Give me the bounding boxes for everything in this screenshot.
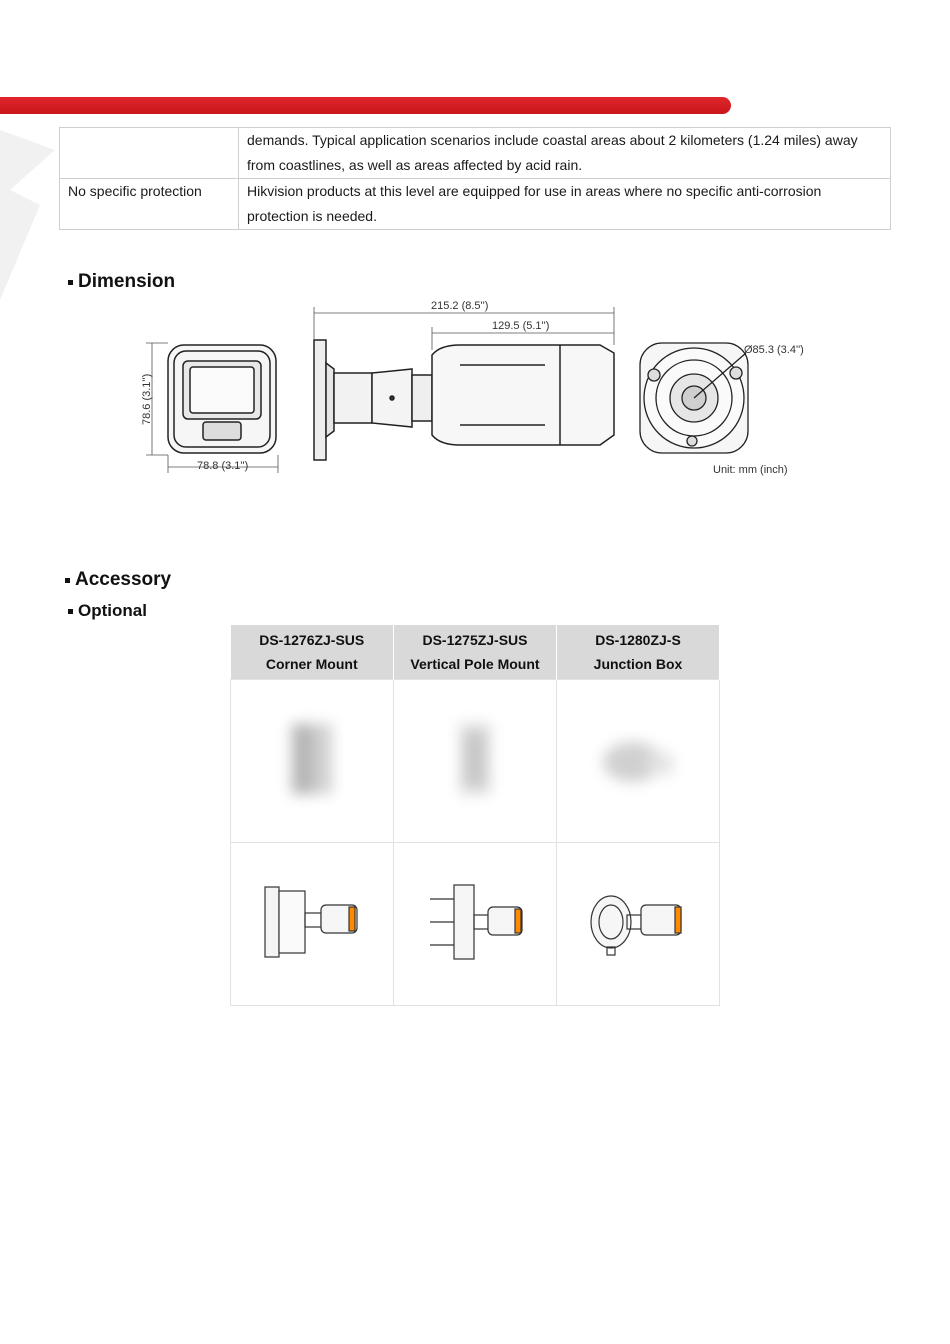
accessory-photo-row	[231, 680, 720, 843]
accessory-title: Accessory	[75, 569, 172, 590]
front-width-label: 78.8 (3.1'')	[197, 460, 249, 472]
accessory-model: DS-1280ZJ-S	[595, 632, 681, 648]
accessory-drawing-row	[231, 843, 720, 1006]
front-height-label: 78.6 (3.1'')	[141, 373, 153, 425]
accessory-header-row	[231, 625, 720, 680]
pole-mount-photo	[394, 680, 557, 843]
dimension-title: Dimension	[78, 271, 176, 292]
protection-level: No specific protection	[60, 179, 239, 230]
protection-table	[59, 127, 891, 230]
protection-description: demands. Typical application scenarios include coastal areas about 2 kilometers (1.24 miles) away from coastlines, as well as areas affected by acid rain.	[239, 128, 891, 179]
bullet-icon	[65, 578, 70, 583]
unit-label: Unit: mm (inch)	[713, 464, 788, 476]
corner-mount-photo	[231, 680, 394, 843]
front-view-drawing	[168, 345, 276, 453]
accessory-name: Corner Mount	[265, 656, 358, 672]
base-diameter-label: Ø85.3 (3.4'')	[744, 344, 804, 356]
corner-mount-drawing	[231, 843, 394, 1006]
accessory-name: Junction Box	[593, 656, 683, 672]
overall-length-label: 215.2 (8.5'')	[431, 300, 489, 312]
dimension-heading	[68, 271, 175, 293]
header-red-bar	[0, 97, 731, 114]
body-length-label: 129.5 (5.1'')	[492, 320, 550, 332]
bullet-icon	[68, 280, 73, 285]
protection-description: Hikvision products at this level are equipped for use in areas where no specific anti-corrosion protection is needed.	[239, 179, 891, 230]
logo-watermark	[0, 110, 60, 310]
dimension-drawing	[0, 295, 950, 485]
table-row	[60, 128, 891, 179]
pole-mount-drawing	[394, 843, 557, 1006]
junction-box-drawing	[557, 843, 720, 1006]
optional-title: Optional	[78, 601, 147, 620]
accessory-heading	[65, 569, 171, 591]
accessory-model: DS-1275ZJ-SUS	[422, 632, 528, 648]
accessory-header	[231, 625, 394, 680]
accessory-name: Vertical Pole Mount	[410, 656, 540, 672]
accessory-table	[230, 625, 720, 1006]
protection-level	[60, 128, 239, 179]
junction-box-photo	[557, 680, 720, 843]
accessory-model: DS-1276ZJ-SUS	[259, 632, 365, 648]
base-view-drawing	[640, 343, 748, 453]
bullet-icon	[68, 609, 73, 614]
side-view-drawing	[314, 340, 614, 460]
optional-heading	[68, 601, 147, 621]
accessory-header	[394, 625, 557, 680]
table-row	[60, 179, 891, 230]
accessory-header	[557, 625, 720, 680]
